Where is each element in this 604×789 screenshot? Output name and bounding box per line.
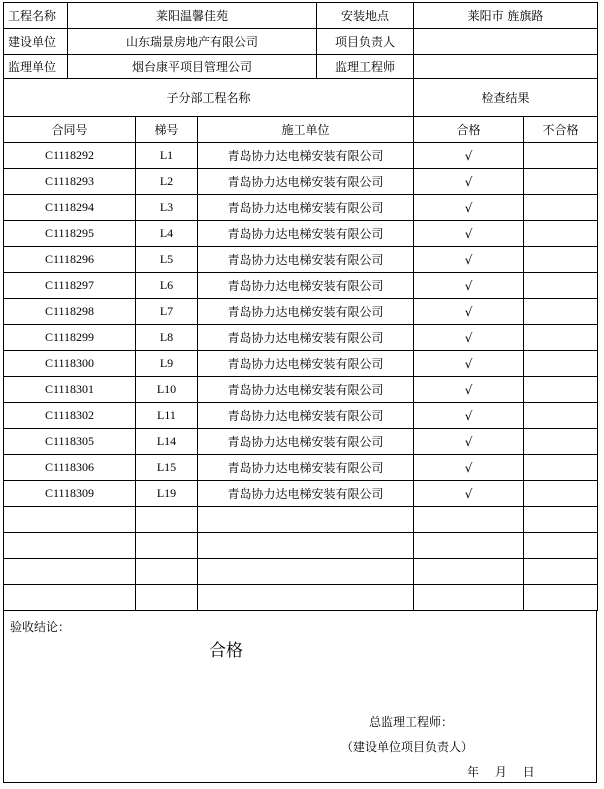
install-location-value: 莱阳市 旌旗路 [414,3,598,29]
elevator-number-cell: L15 [136,455,198,481]
conclusion-result: 合格 [209,641,243,661]
empty-elevator-cell [136,559,198,585]
empty-elevator-cell [136,585,198,611]
table-row [4,273,598,299]
table-row [4,351,598,377]
installer-cell: 青岛协力达电梯安装有限公司 [198,403,414,429]
contract-number-cell: C1118294 [4,195,136,221]
acceptance-conclusion-box [3,610,597,783]
table-row [4,195,598,221]
project-name-value: 莱阳温馨佳苑 [68,3,317,29]
contract-number-cell: C1118298 [4,299,136,325]
builder-manager-signature-label: （建设单位项目负责人） [341,740,474,754]
elevator-number-cell: L10 [136,377,198,403]
contract-column-header: 合同号 [4,117,136,143]
pass-check-cell: √ [414,195,524,221]
fail-check-cell [524,143,598,169]
contract-number-cell: C1118301 [4,377,136,403]
pass-column-header: 合格 [414,117,524,143]
project-manager-value [414,29,598,55]
fail-check-cell [524,299,598,325]
contract-number-cell: C1118292 [4,143,136,169]
contract-number-cell: C1118300 [4,351,136,377]
supervising-engineer-value [414,55,598,79]
elevator-number-cell: L2 [136,169,198,195]
pass-check-cell: √ [414,143,524,169]
contract-number-cell: C1118299 [4,325,136,351]
sub-project-name-label: 子分部工程名称 [4,79,414,117]
fail-check-cell [524,273,598,299]
project-manager-label: 项目负责人 [317,29,414,55]
fail-check-cell [524,403,598,429]
contract-number-cell: C1118309 [4,481,136,507]
empty-table-row [4,507,598,533]
installer-cell: 青岛协力达电梯安装有限公司 [198,273,414,299]
elevator-number-cell: L5 [136,247,198,273]
fail-check-cell [524,325,598,351]
pass-check-cell: √ [414,169,524,195]
pass-check-cell: √ [414,403,524,429]
supervisor-value: 烟台康平项目管理公司 [68,55,317,79]
empty-contract-cell [4,507,136,533]
conclusion-label: 验收结论： [10,620,71,634]
empty-fail-cell [524,507,598,533]
table-row [4,377,598,403]
pass-check-cell: √ [414,455,524,481]
elevator-number-cell: L19 [136,481,198,507]
empty-table-row [4,585,598,611]
fail-check-cell [524,481,598,507]
chief-engineer-signature-label: 总监理工程师： [369,715,454,729]
pass-check-cell: √ [414,325,524,351]
pass-check-cell: √ [414,429,524,455]
installer-column-header: 施工单位 [198,117,414,143]
elevator-number-cell: L8 [136,325,198,351]
empty-contract-cell [4,585,136,611]
installer-cell: 青岛协力达电梯安装有限公司 [198,221,414,247]
contract-number-cell: C1118296 [4,247,136,273]
installer-cell: 青岛协力达电梯安装有限公司 [198,455,414,481]
empty-elevator-cell [136,507,198,533]
empty-installer-cell [198,559,414,585]
installer-cell: 青岛协力达电梯安装有限公司 [198,325,414,351]
fail-check-cell [524,169,598,195]
fail-check-cell [524,455,598,481]
pass-check-cell: √ [414,273,524,299]
table-row [4,247,598,273]
contract-number-cell: C1118306 [4,455,136,481]
pass-check-cell: √ [414,299,524,325]
contract-number-cell: C1118295 [4,221,136,247]
installer-cell: 青岛协力达电梯安装有限公司 [198,169,414,195]
elevator-number-cell: L4 [136,221,198,247]
table-row [4,299,598,325]
installer-cell: 青岛协力达电梯安装有限公司 [198,195,414,221]
empty-pass-cell [414,585,524,611]
contract-number-cell: C1118302 [4,403,136,429]
table-row [4,325,598,351]
elevator-number-cell: L9 [136,351,198,377]
installer-cell: 青岛协力达电梯安装有限公司 [198,351,414,377]
pass-check-cell: √ [414,351,524,377]
signature-date: 年 月 日 [467,765,535,779]
empty-fail-cell [524,559,598,585]
empty-pass-cell [414,507,524,533]
fail-check-cell [524,351,598,377]
empty-pass-cell [414,533,524,559]
installer-cell: 青岛协力达电梯安装有限公司 [198,429,414,455]
fail-check-cell [524,221,598,247]
empty-table-row [4,533,598,559]
acceptance-form-table [3,2,598,611]
pass-check-cell: √ [414,481,524,507]
pass-check-cell: √ [414,377,524,403]
empty-fail-cell [524,585,598,611]
supervising-engineer-label: 监理工程师 [317,55,414,79]
elevator-column-header: 梯号 [136,117,198,143]
fail-check-cell [524,429,598,455]
builder-label: 建设单位 [4,29,68,55]
project-name-label: 工程名称 [4,3,68,29]
elevator-number-cell: L11 [136,403,198,429]
empty-installer-cell [198,533,414,559]
table-row [4,455,598,481]
elevator-number-cell: L6 [136,273,198,299]
elevator-number-cell: L14 [136,429,198,455]
table-row [4,221,598,247]
empty-fail-cell [524,533,598,559]
fail-check-cell [524,247,598,273]
table-row [4,169,598,195]
pass-check-cell: √ [414,221,524,247]
table-row [4,143,598,169]
installer-cell: 青岛协力达电梯安装有限公司 [198,143,414,169]
empty-pass-cell [414,559,524,585]
fail-check-cell [524,377,598,403]
install-location-label: 安装地点 [317,3,414,29]
builder-value: 山东瑞景房地产有限公司 [68,29,317,55]
table-row [4,429,598,455]
empty-installer-cell [198,585,414,611]
empty-elevator-cell [136,533,198,559]
fail-check-cell [524,195,598,221]
elevator-number-cell: L7 [136,299,198,325]
contract-number-cell: C1118305 [4,429,136,455]
empty-table-row [4,559,598,585]
pass-check-cell: √ [414,247,524,273]
contract-number-cell: C1118293 [4,169,136,195]
empty-contract-cell [4,559,136,585]
installer-cell: 青岛协力达电梯安装有限公司 [198,247,414,273]
elevator-number-cell: L1 [136,143,198,169]
table-row [4,481,598,507]
contract-number-cell: C1118297 [4,273,136,299]
fail-column-header: 不合格 [524,117,598,143]
empty-contract-cell [4,533,136,559]
elevator-number-cell: L3 [136,195,198,221]
supervisor-label: 监理单位 [4,55,68,79]
installer-cell: 青岛协力达电梯安装有限公司 [198,299,414,325]
empty-installer-cell [198,507,414,533]
check-result-label: 检查结果 [414,79,598,117]
table-row [4,403,598,429]
installer-cell: 青岛协力达电梯安装有限公司 [198,481,414,507]
installer-cell: 青岛协力达电梯安装有限公司 [198,377,414,403]
